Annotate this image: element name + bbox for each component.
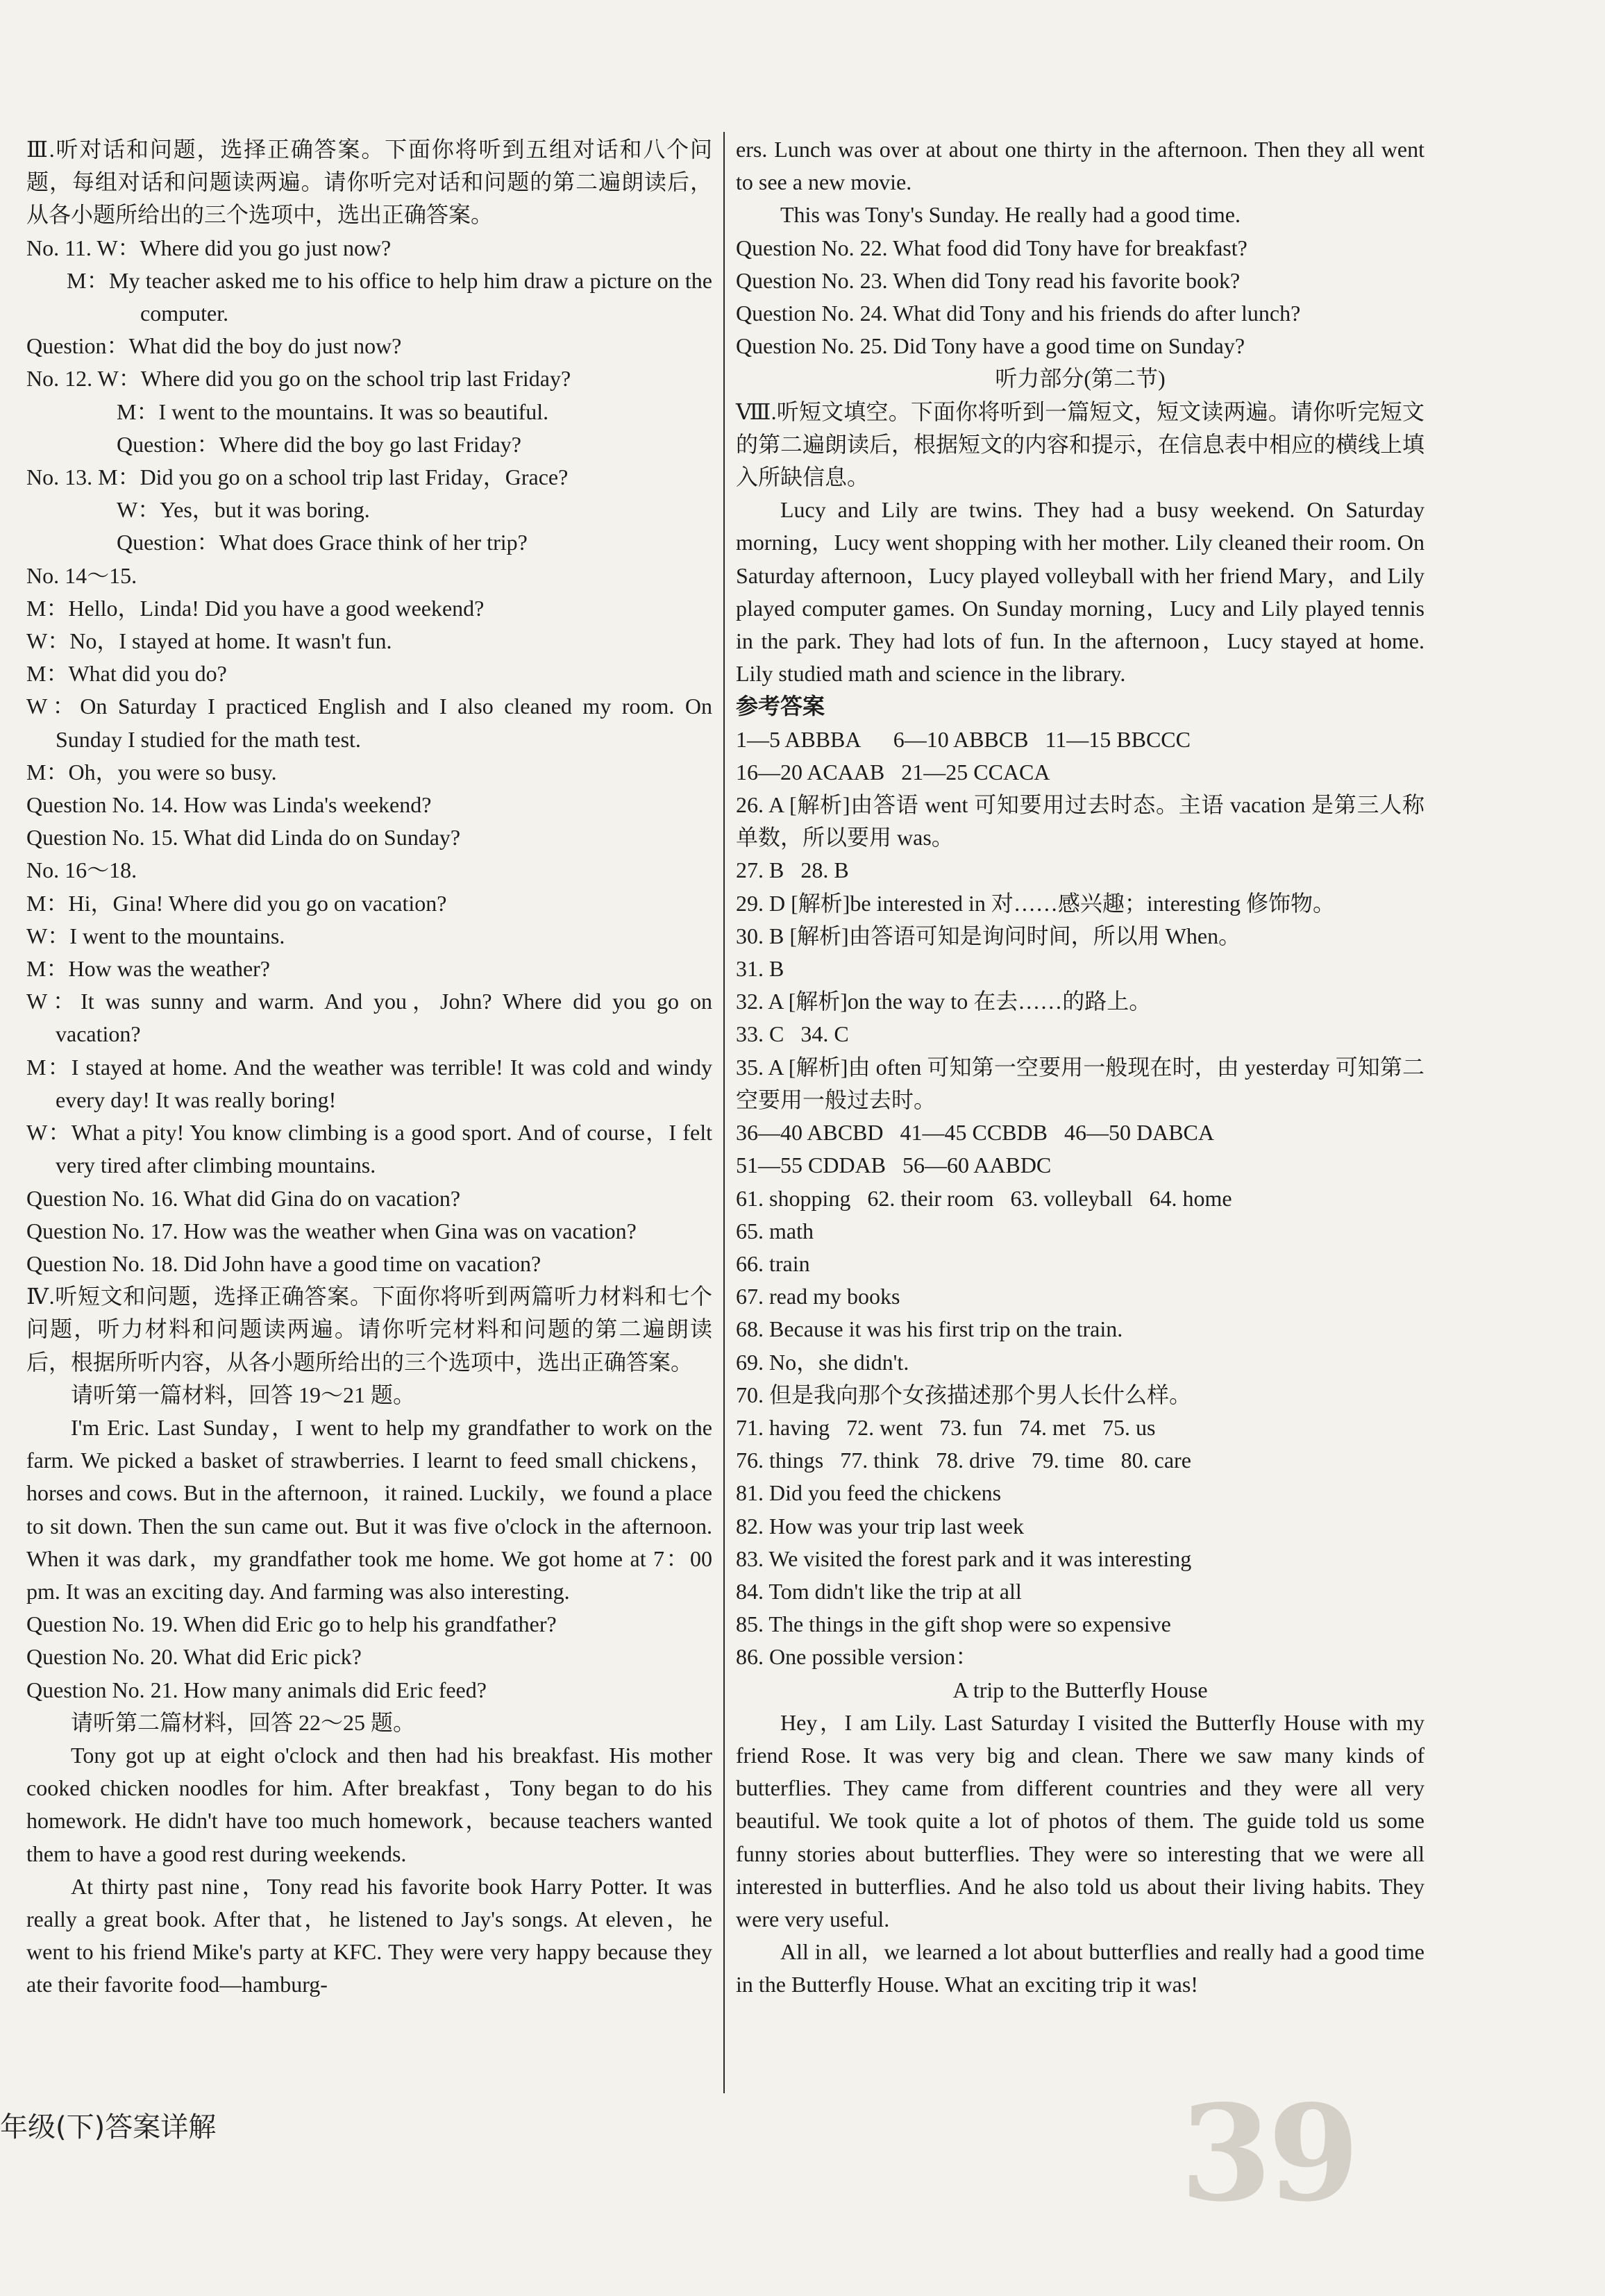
left-line: Question No. 16. What did Gina do on vacation? [26, 1185, 461, 1211]
right-line: 30. B [解析]由答语可知是询问时间，所以用 When。 [736, 923, 1241, 948]
right-line: 16—20 ACAAB 21—25 CCACA [736, 759, 1050, 785]
column-divider [723, 132, 725, 2093]
right-line: 参考答案 [736, 694, 825, 719]
right-line: 27. B 28. B [736, 857, 849, 883]
left-line: W：No，I stayed at home. It wasn't fun. [26, 628, 392, 654]
left-line: M：I went to the mountains. It was so beautiful. [117, 399, 549, 424]
left-line: Question：Where did the boy go last Friday? [117, 431, 521, 457]
right-line: 29. D [解析]be interested in 对……感兴趣；interesting 修饰物。 [736, 890, 1335, 916]
left-line: Question No. 21. How many animals did Eric feed? [26, 1677, 487, 1702]
left-line: W：What a pity! You know climbing is a good sport. And of course，I felt very tired after climbing mountains. [26, 1120, 712, 1178]
right-line: 61. shopping 62. their room 63. volleyball 64. home [736, 1185, 1232, 1211]
right-line: 82. How was your trip last week [736, 1513, 1025, 1539]
right-line: 31. B [736, 956, 784, 982]
right-line: 68. Because it was his first trip on the train. [736, 1316, 1123, 1342]
left-line: Question No. 20. What did Eric pick? [26, 1644, 362, 1670]
left-line: No. 13. M：Did you go on a school trip last Friday，Grace? [26, 464, 569, 490]
right-line: 69. No，she didn't. [736, 1349, 909, 1375]
right-line: This was Tony's Sunday. He really had a good time. [780, 202, 1241, 228]
right-line: All in all，we learned a lot about butterflies and really had a good time in the Butterfly House. What an exciting trip it was! [736, 1939, 1425, 1997]
left-line: W：I went to the mountains. [26, 923, 285, 948]
left-line: Ⅳ.听短文和问题，选择正确答案。下面你将听到两篇听力材料和七个问题，听力材料和问题读两遍。请你听完材料和问题的第二遍朗读后，根据所听内容，从各小题所给出的三个选项中，选出正确答案。 [26, 1284, 712, 1375]
left-line: W：Yes，but it was boring. [117, 497, 370, 523]
left-line: No. 12. W：Where did you go on the school trip last Friday? [26, 366, 571, 392]
right-line: Question No. 25. Did Tony have a good time on Sunday? [736, 333, 1245, 359]
right-line: A trip to the Butterfly House [952, 1677, 1208, 1702]
left-line: Question No. 15. What did Linda do on Sunday? [26, 825, 461, 850]
right-line: 33. C 34. C [736, 1021, 849, 1047]
left-line: Question No. 19. When did Eric go to help his grandfather? [26, 1611, 557, 1637]
right-line: 26. A [解析]由答语 went 可知要用过去时态。主语 vacation 是第三人称单数，所以要用 was。 [736, 792, 1425, 850]
right-line: ers. Lunch was over at about one thirty in the afternoon. Then they all went to see a new movie. [736, 137, 1425, 195]
right-line: 65. math [736, 1218, 814, 1243]
left-line: M：How was the weather? [26, 956, 271, 982]
right-line: 32. A [解析]on the way to 在去……的路上。 [736, 989, 1152, 1014]
left-line: M：Hi，Gina! Where did you go on vacation? [26, 890, 447, 916]
left-line: 请听第一篇材料，回答 19～21 题。 [71, 1382, 416, 1407]
left-line: M：Oh，you were so busy. [26, 759, 277, 785]
left-line: W：On Saturday I practiced English and I also cleaned my room. On Sunday I studied for the math test. [26, 694, 712, 752]
left-column [25, 133, 712, 2002]
left-line: Question No. 18. Did John have a good time on vacation? [26, 1250, 541, 1276]
left-line: M：Hello，Linda! Did you have a good weekend? [26, 595, 485, 621]
right-line: 86. One possible version： [736, 1644, 978, 1670]
left-line: Tony got up at eight o'clock and then had his breakfast. His mother cooked chicken noodles for him. After breakfast，Tony began to do his homework. He didn't have too much homework，because teachers wanted them to have a good rest during weekends. [26, 1742, 712, 1866]
left-line: M：I stayed at home. And the weather was terrible! It was cold and windy every day! It was really boring! [26, 1054, 712, 1112]
right-line: 70. 但是我向那个女孩描述那个男人长什么样。 [736, 1382, 1192, 1407]
left-line: Question：What does Grace think of her trip? [117, 530, 528, 555]
right-line: Question No. 23. When did Tony read his favorite book? [736, 267, 1241, 293]
right-line: 67. read my books [736, 1284, 900, 1309]
left-line: M：What did you do? [26, 661, 227, 687]
right-line: 84. Tom didn't like the trip at all [736, 1578, 1022, 1604]
left-line: No. 14～15. [26, 562, 137, 588]
left-line: No. 11. W：Where did you go just now? [26, 235, 392, 260]
page-number: 39 [1180, 2076, 1356, 2231]
left-line: Question No. 14. How was Linda's weekend? [26, 792, 432, 818]
right-line: Lucy and Lily are twins. They had a busy weekend. On Saturday morning，Lucy went shopping with her mother. Lily cleaned their room. On Saturday afternoon，Lucy played volleyball with her friend Mary，and Lily played computer games. On Sunday morning，Lucy and Lily played tennis in the park. They had lots of fun. In the afternoon，Lucy stayed at home. Lily studied math and science in the library. [736, 497, 1425, 687]
footer-title: 年级(下)答案详解 [0, 2111, 217, 2143]
right-line: 36—40 ABCBD 41—45 CCBDB 46—50 DABCA [736, 1120, 1214, 1146]
right-line: Ⅷ.听短文填空。下面你将听到一篇短文，短文读两遍。请你听完短文的第二遍朗读后，根据短文的内容和提示，在信息表中相应的横线上填入所缺信息。 [736, 399, 1425, 490]
right-line: Hey，I am Lily. Last Saturday I visited the Butterfly House with my friend Rose. It was very big and clean. There we saw many kinds of butterflies. They came from different countries and they were all very beautiful. We took quite a lot of photos of them. The guide told us some funny stories about butterflies. They were so interesting that we were all interested in butterflies. And he also told us about their living habits. They were very useful. [736, 1709, 1425, 1932]
left-line: W：It was sunny and warm. And you，John? Where did you go on vacation? [26, 989, 712, 1047]
right-line: 35. A [解析]由 often 可知第一空要用一般现在时，由 yesterday 可知第二空要用一般过去时。 [736, 1054, 1425, 1112]
left-line: Question：What did the boy do just now? [26, 333, 402, 359]
right-line: 51—55 CDDAB 56—60 AABDC [736, 1153, 1052, 1178]
left-line: Ⅲ.听对话和问题，选择正确答案。下面你将听到五组对话和八个问题，每组对话和问题读两遍。请你听完对话和问题的第二遍朗读后，从各小题所给出的三个选项中，选出正确答案。 [26, 137, 712, 228]
right-line: 66. train [736, 1250, 810, 1276]
left-line: 请听第二篇材料，回答 22～25 题。 [71, 1709, 416, 1735]
right-column [736, 133, 1425, 2002]
right-line: Question No. 24. What did Tony and his friends do after lunch? [736, 301, 1301, 326]
right-line: 83. We visited the forest park and it was interesting [736, 1545, 1192, 1571]
right-line: 71. having 72. went 73. fun 74. met 75. us [736, 1414, 1156, 1440]
right-line: 81. Did you feed the chickens [736, 1480, 1002, 1506]
right-line: 1—5 ABBBA 6—10 ABBCB 11—15 BBCCC [736, 726, 1191, 752]
left-line: M：My teacher asked me to his office to help him draw a picture on the computer. [67, 267, 712, 326]
right-line: Question No. 22. What food did Tony have for breakfast? [736, 235, 1247, 260]
right-line: 听力部分(第二节) [995, 366, 1166, 392]
left-line: Question No. 17. How was the weather when Gina was on vacation? [26, 1218, 637, 1243]
left-line: I'm Eric. Last Sunday，I went to help my grandfather to work on the farm. We picked a basket of strawberries. I learnt to feed small chickens，horses and cows. But in the afternoon，it rained. Luckily，we found a place to sit down. Then the sun came out. But it was five o'clock in the afternoon. When it was dark，my grandfather took me home. We got home at 7：00 pm. It was an exciting day. And farming was also interesting. [26, 1414, 712, 1604]
right-line: 85. The things in the gift shop were so expensive [736, 1611, 1171, 1637]
right-line: 76. things 77. think 78. drive 79. time 80. care [736, 1448, 1191, 1473]
left-line: At thirty past nine，Tony read his favorite book Harry Potter. It was really a great book. After that，he listened to Jay's songs. At eleven，he went to his friend Mike's party at KFC. They were very happy because they ate their favorite food—hamburg- [26, 1873, 712, 1997]
left-line: No. 16～18. [26, 857, 137, 883]
